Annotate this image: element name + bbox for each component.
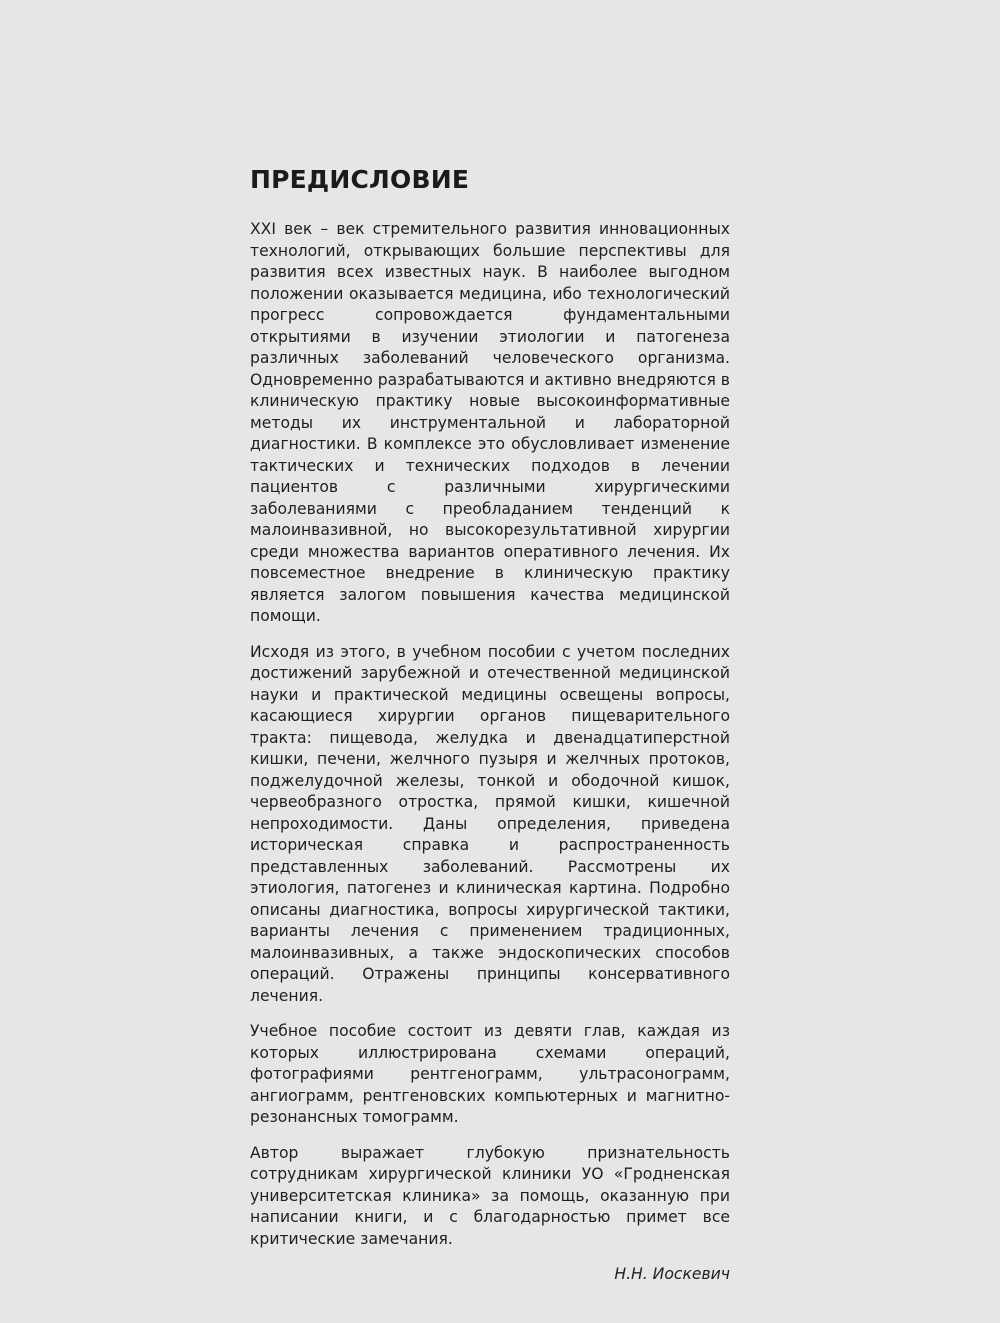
preface-section (250, 160, 730, 1286)
paragraph: Учебное пособие состоит из девяти глав, каждая из которых иллюстрирована схемами операций, фотографиями рентгенограмм, ультрасонограмм, ангиограмм, рентгеновских компьютерных и магнитно-резонансных томограмм. (250, 1022, 730, 1126)
paragraph: Автор выражает глубокую признательность сотрудникам хирургической клиники УО «Гродненская университетская клиника» за помощь, оказанную при написании книги, и с благодарностью примет все критические замечания. (250, 1143, 730, 1248)
page-title: ПРЕДИСЛОВИЕ (250, 165, 470, 194)
preface-body (250, 219, 730, 1286)
author-signature: Н.Н. Иоскевич (614, 1265, 730, 1283)
paragraph: XXI век – век стремительного развития инновационных технологий, открывающих большие перспективы для развития всех известных наук. В наиболее выгодном положении оказывается медицина, ибо технологический прогресс сопровождается фундаментальными открытиями в изучении этиологии и патогенеза различных заболеваний человеческого организма. Одновременно разрабатываются и активно внедряются в клиническую практику новые высокоинформативные методы их инструментальной и лабораторной диагностики. В комплексе это обусловливает изменение тактических и технических подходов в лечении пациентов с различными хирургическими заболеваниями с преобладанием тенденций к малоинвазивной, но высокорезультативной хирургии среди множества вариантов оперативного лечения. Их повсеместное внедрение в клиническую практику является залогом повышения качества медицинской помощи. (250, 220, 730, 625)
paragraph: Исходя из этого, в учебном пособии с учетом последних достижений зарубежной и отечественной медицинской науки и практической медицины освещены вопросы, касающиеся хирургии органов пищеварительного тракта: пищевода, желудка и двенадцатиперстной кишки, печени, желчного пузыря и желчных протоков, поджелудочной железы, тонкой и ободочной кишок, червеобразного отростка, прямой кишки, кишечной непроходимости. Даны определения, приведена историческая справка и распространенность представленных заболеваний. Рассмотрены их этиология, патогенез и клиническая картина. Подробно описаны диагностика, вопросы хирургической тактики, варианты лечения с применением традиционных, малоинвазивных, а также эндоскопических способов операций. Отражены принципы консервативного лечения. (250, 642, 730, 1005)
